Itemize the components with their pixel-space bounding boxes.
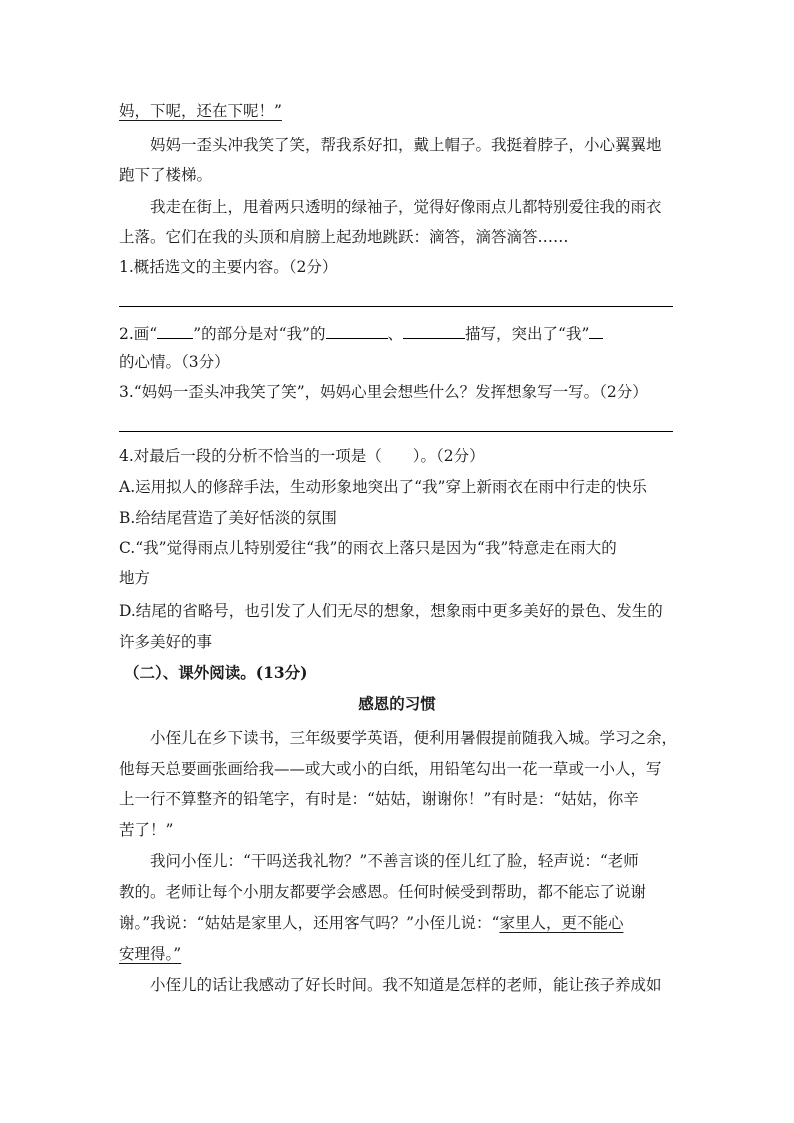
option-c-line-2: 地方 <box>119 569 151 587</box>
passage-paragraph-3-line-1: 小侄儿的话让我感动了好长时间。我不知道是怎样的老师，能让孩子养成如 <box>150 976 662 994</box>
option-c-line-1: C.“我”觉得雨点儿特别爱往“我”的雨衣上落只是因为“我”特意走在雨大的 <box>119 539 617 557</box>
excerpt-paragraph-2-line-2: 上落。它们在我的头顶和肩膀上起劲地跳跃：滴答，滴答滴答…… <box>119 228 569 246</box>
answer-line-q1[interactable] <box>119 306 673 307</box>
question-2-line-2: 的心情。（3分） <box>119 353 230 371</box>
passage-paragraph-1-line-1: 小侄儿在乡下读书，三年级要学英语，便利用暑假提前随我入城。学习之余， <box>150 729 678 747</box>
q2-answer-blank-1[interactable] <box>326 323 388 339</box>
passage-paragraph-1-line-2: 他每天总要画张画给我——或大或小的白纸，用铅笔勾出一花一草或一小人，写 <box>119 760 662 778</box>
question-2-line-1 <box>119 323 675 344</box>
q2-answer-blank-3[interactable] <box>589 323 603 339</box>
question-3: 3.“妈妈一歪头冲我笑了笑”，妈妈心里会想些什么？发挥想象写一写。（2分） <box>119 383 648 401</box>
section-2-heading: （二）、课外阅读。(13分) <box>124 663 308 682</box>
underlined-sentence-part-2: 安理得。” <box>119 945 182 963</box>
answer-line-q3[interactable] <box>119 431 673 432</box>
excerpt-line-top: 妈，下呢，还在下呢！” <box>119 102 282 120</box>
underlined-sentence-part-1: 家里人，更不能心 <box>499 914 624 932</box>
q2-answer-blank-2[interactable] <box>403 323 465 339</box>
q2-blank-mark <box>157 323 193 339</box>
option-d-line-2: 许多美好的事 <box>119 633 213 651</box>
q2-text-3: 、 <box>387 325 404 343</box>
passage-paragraph-2-line-1: 我问小侄儿：“干吗送我礼物？”不善言谈的侄儿红了脸，轻声说：“老师 <box>150 852 639 870</box>
passage-paragraph-1-line-4: 苦了！” <box>119 821 174 839</box>
excerpt-paragraph-2-line-1: 我走在街上，甩着两只透明的绿袖子，觉得好像雨点儿都特别爱往我的雨衣 <box>150 198 662 216</box>
q2-text-4: 描写，突出了“我” <box>465 325 590 343</box>
q2-text-1: 2.画“ <box>119 325 158 343</box>
question-4: 4.对最后一段的分析不恰当的一项是（ ）。（2分） <box>119 447 485 465</box>
option-d-line-1: D.结尾的省略号，也引发了人们无尽的想象，想象雨中更多美好的景色、发生的 <box>119 602 663 620</box>
question-1: 1.概括选文的主要内容。（2分） <box>119 258 338 276</box>
excerpt-paragraph-1-line-2: 跑下了楼梯。 <box>119 166 213 184</box>
passage-paragraph-1-line-3: 上一行不算整齐的铅笔字，有时是：“姑姑，谢谢你！”有时是：“姑姑，你辛 <box>119 790 639 808</box>
excerpt-paragraph-1-line-1: 妈妈一歪头冲我笑了笑，帮我系好扣，戴上帽子。我挺着脖子，小心翼翼地 <box>150 136 662 154</box>
option-b: B.给结尾营造了美好恬淡的氛围 <box>119 509 337 527</box>
passage-paragraph-2-line-2: 教的。老师让每个小朋友都要学会感恩。任何时候受到帮助，都不能忘了说谢 <box>119 883 647 901</box>
passage-title: 感恩的习惯 <box>358 694 436 713</box>
p2-line3-text: 谢。”我说：“姑姑是家里人，还用客气吗？”小侄儿说：“ <box>119 914 500 932</box>
q2-text-2: ”的部分是对“我”的 <box>193 325 326 343</box>
passage-paragraph-2-line-3 <box>119 913 675 933</box>
option-a: A.运用拟人的修辞手法，生动形象地突出了“我”穿上新雨衣在雨中行走的快乐 <box>119 478 647 496</box>
